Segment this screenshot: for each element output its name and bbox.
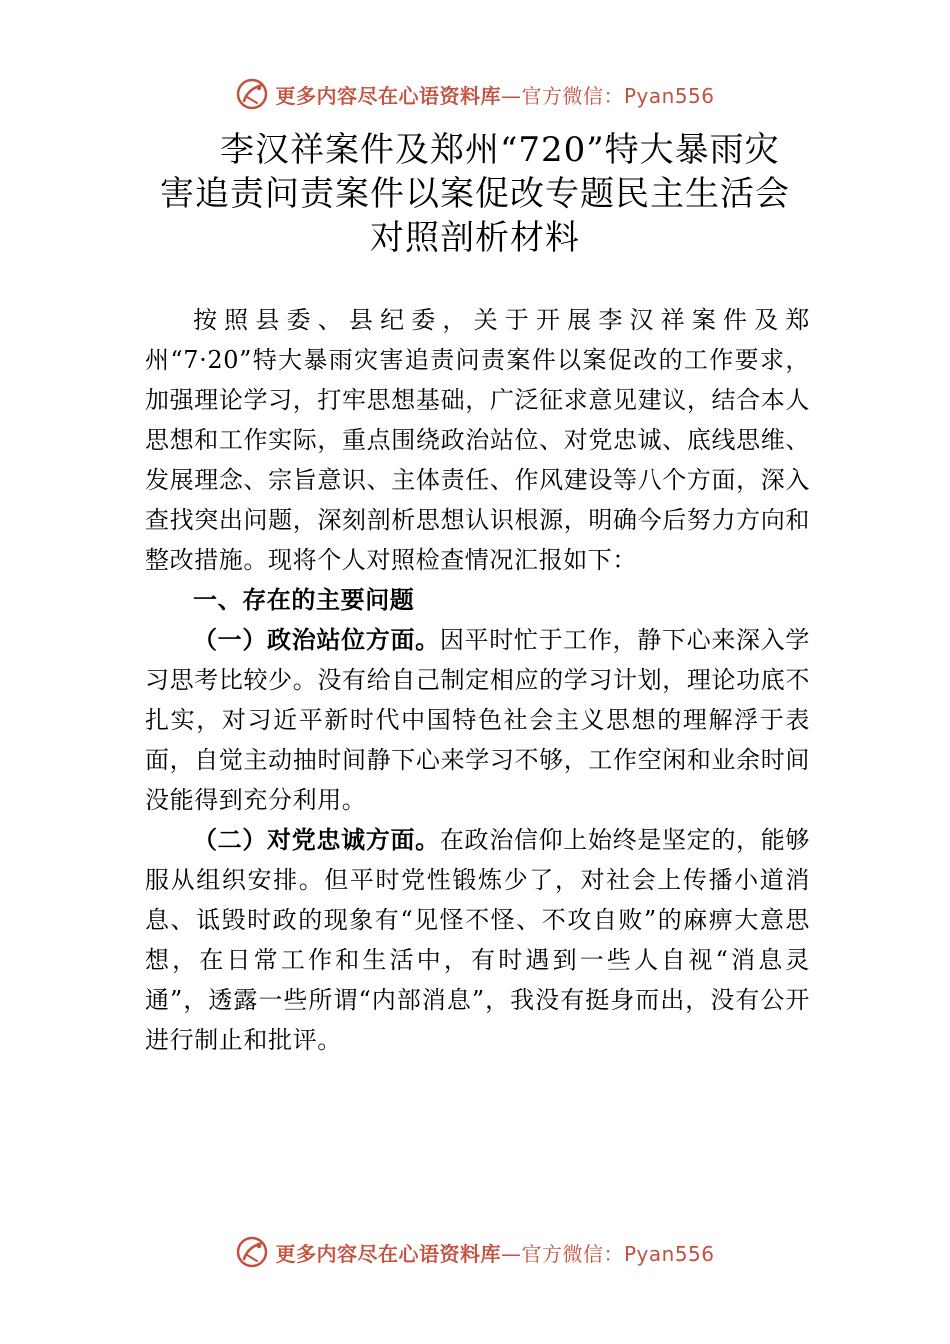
- watermark-banner-bottom: [0, 1232, 950, 1272]
- intro-paragraph: 按照县委、县纪委，关于开展李汉祥案件及郑州“7·20”特大暴雨灾害追责问责案件以案促改的工作要求，加强理论学习，打牢思想基础，广泛征求意见建议，结合本人思想和工作实际，重点围绕政治站位、对党忠诚、底线思维、发展理念、宗旨意识、主体责任、作风建设等八个方面，深入查找突出问题，深刻剖析思想认识根源，明确今后努力方向和整改措施。现将个人对照检查情况汇报如下：: [145, 306, 810, 574]
- watermark-separator: —: [500, 1241, 522, 1266]
- watermark-wechat-id: Pyan556: [623, 83, 715, 108]
- title-line-1: 李汉祥案件及郑州“720”特大暴雨灾: [220, 130, 780, 170]
- watermark-site-text: 更多内容尽在心语资料库: [275, 83, 501, 108]
- item-lead-1: （一）政治站位方面。: [193, 625, 440, 654]
- document-body: [145, 300, 810, 1060]
- watermark-text: [275, 80, 714, 109]
- brand-logo-icon: [235, 77, 269, 111]
- watermark-banner-top: [0, 74, 950, 114]
- item-paragraph-2: [145, 820, 810, 1060]
- watermark-separator: —: [500, 83, 522, 108]
- item-body-2: 在政治信仰上始终是坚定的，能够服从组织安排。但平时党性锻炼少了，对社会上传播小道消息、诋毁时政的现象有“见怪不怪、不攻自败”的麻痹大意思想，在日常工作和生活中，有时遇到一些人自视“消息灵通”，透露一些所谓“内部消息”，我没有挺身而出，没有公开进行制止和批评。: [145, 826, 811, 1054]
- title-line-3: 对照剖析材料: [370, 218, 580, 258]
- item-body-1: 因平时忙于工作，静下心来深入学习思考比较少。没有给自己制定相应的学习计划，理论功底不扎实，对习近平新时代中国特色社会主义思想的理解浮于表面，自觉主动抽时间静下心来学习不够，工作空闲和业余时间没能得到充分利用。: [145, 626, 811, 814]
- watermark-site-text: 更多内容尽在心语资料库: [275, 1241, 501, 1266]
- watermark-wechat-id: Pyan556: [623, 1241, 715, 1266]
- section-heading: 一、存在的主要问题: [193, 586, 415, 614]
- document-title: [140, 128, 810, 260]
- watermark-label: 官方微信：: [521, 83, 624, 108]
- watermark-text: [275, 1238, 714, 1267]
- item-paragraph-1: [145, 620, 810, 820]
- brand-logo-icon: [235, 1235, 269, 1269]
- title-line-2: 害追责问责案件以案促改专题民主生活会: [160, 174, 790, 214]
- item-lead-2: （二）对党忠诚方面。: [193, 825, 440, 854]
- watermark-label: 官方微信：: [521, 1241, 624, 1266]
